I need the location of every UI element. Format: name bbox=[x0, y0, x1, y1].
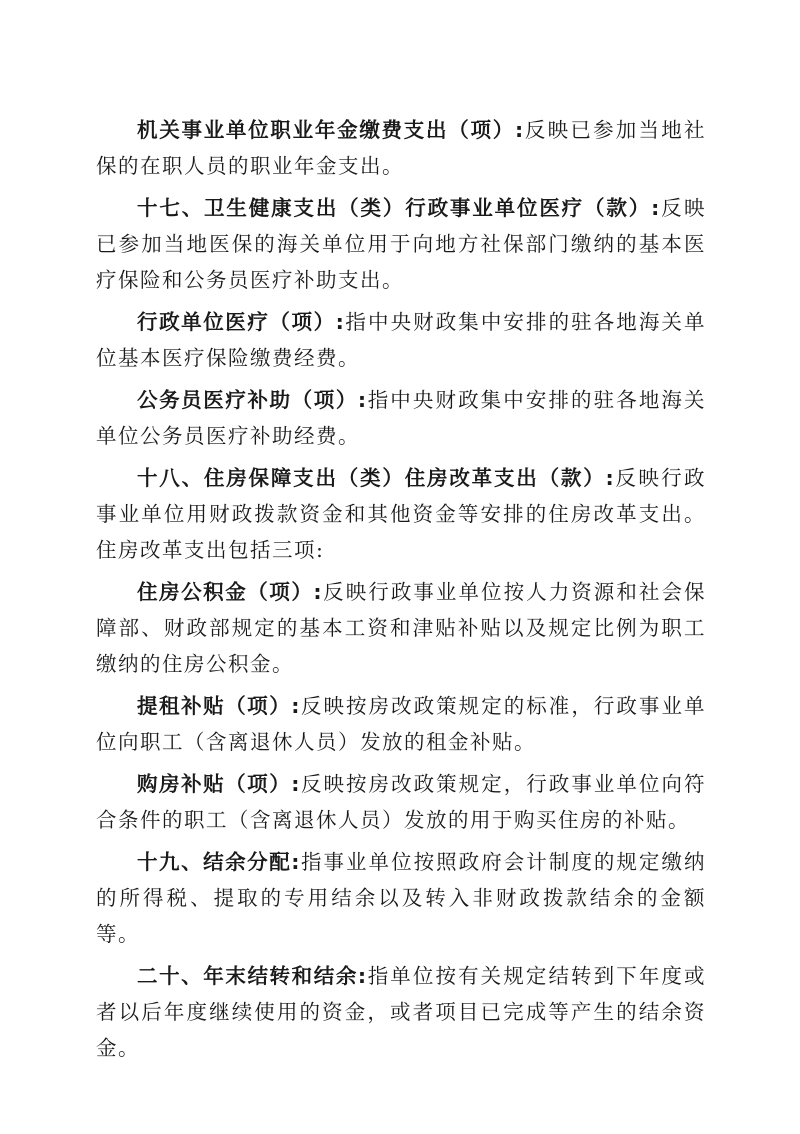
paragraph-admin-medical bbox=[96, 304, 706, 376]
paragraph-heading: 行政单位医疗（项）: bbox=[137, 310, 345, 334]
paragraph-text: 指中央财政集中安排的驻各地海关单位公务员医疗补助经费。 bbox=[96, 388, 707, 448]
paragraph-heading: 二十、年末结转和结余: bbox=[137, 964, 368, 988]
document-page bbox=[96, 112, 706, 1072]
paragraph-heading: 十八、住房保障支出（类）住房改革支出（款）: bbox=[137, 466, 615, 490]
paragraph-text: 反映已参加当地社保的在职人员的职业年金支出。 bbox=[96, 118, 706, 178]
paragraph-heading: 购房补贴（项）: bbox=[137, 772, 301, 796]
paragraph-text: 指中央财政集中安排的驻各地海关单位基本医疗保险缴费经费。 bbox=[96, 310, 707, 370]
paragraph-rent-subsidy bbox=[96, 688, 706, 760]
paragraph-text: 指事业单位按照政府会计制度的规定缴纳的所得税、提取的专用结余以及转入非财政拨款结余的金额等。 bbox=[96, 850, 706, 946]
paragraph-heading: 十九、结余分配: bbox=[137, 850, 301, 874]
paragraph-pension-payment bbox=[96, 112, 706, 184]
paragraph-text: 反映按房改政策规定，行政事业单位向符合条件的职工（含离退休人员）发放的用于购买住房的补贴。 bbox=[96, 772, 706, 832]
paragraph-housing-fund bbox=[96, 574, 706, 682]
paragraph-health-expenditure bbox=[96, 190, 706, 298]
paragraph-text: 指单位按有关规定结转到下年度或者以后年度继续使用的资金，或者项目已完成等产生的结余资金。 bbox=[96, 964, 707, 1060]
paragraph-surplus-distribution bbox=[96, 844, 706, 952]
paragraph-text: 反映已参加当地医保的海关单位用于向地方社保部门缴纳的基本医疗保险和公务员医疗补助支出。 bbox=[96, 196, 707, 292]
paragraph-purchase-subsidy bbox=[96, 766, 706, 838]
paragraph-heading: 住房公积金（项）: bbox=[137, 580, 323, 604]
paragraph-heading: 十七、卫生健康支出（类）行政事业单位医疗（款）: bbox=[137, 196, 661, 220]
paragraph-housing-expenditure bbox=[96, 460, 706, 568]
paragraph-text: 反映行政事业单位按人力资源和社会保障部、财政部规定的基本工资和津贴补贴以及规定比例为职工缴纳的住房公积金。 bbox=[96, 580, 707, 676]
paragraph-heading: 机关事业单位职业年金缴费支出（项）: bbox=[137, 118, 525, 142]
paragraph-heading: 公务员医疗补助（项）: bbox=[137, 388, 368, 412]
paragraph-text: 反映行政事业单位用财政拨款资金和其他资金等安排的住房改革支出。住房改革支出包括三项: bbox=[96, 466, 706, 562]
paragraph-year-end-carryover bbox=[96, 958, 706, 1066]
paragraph-heading: 提租补贴（项）: bbox=[137, 694, 301, 718]
paragraph-civil-servant-medical bbox=[96, 382, 706, 454]
paragraph-text: 反映按房改政策规定的标准，行政事业单位向职工（含离退休人员）发放的租金补贴。 bbox=[96, 694, 706, 754]
